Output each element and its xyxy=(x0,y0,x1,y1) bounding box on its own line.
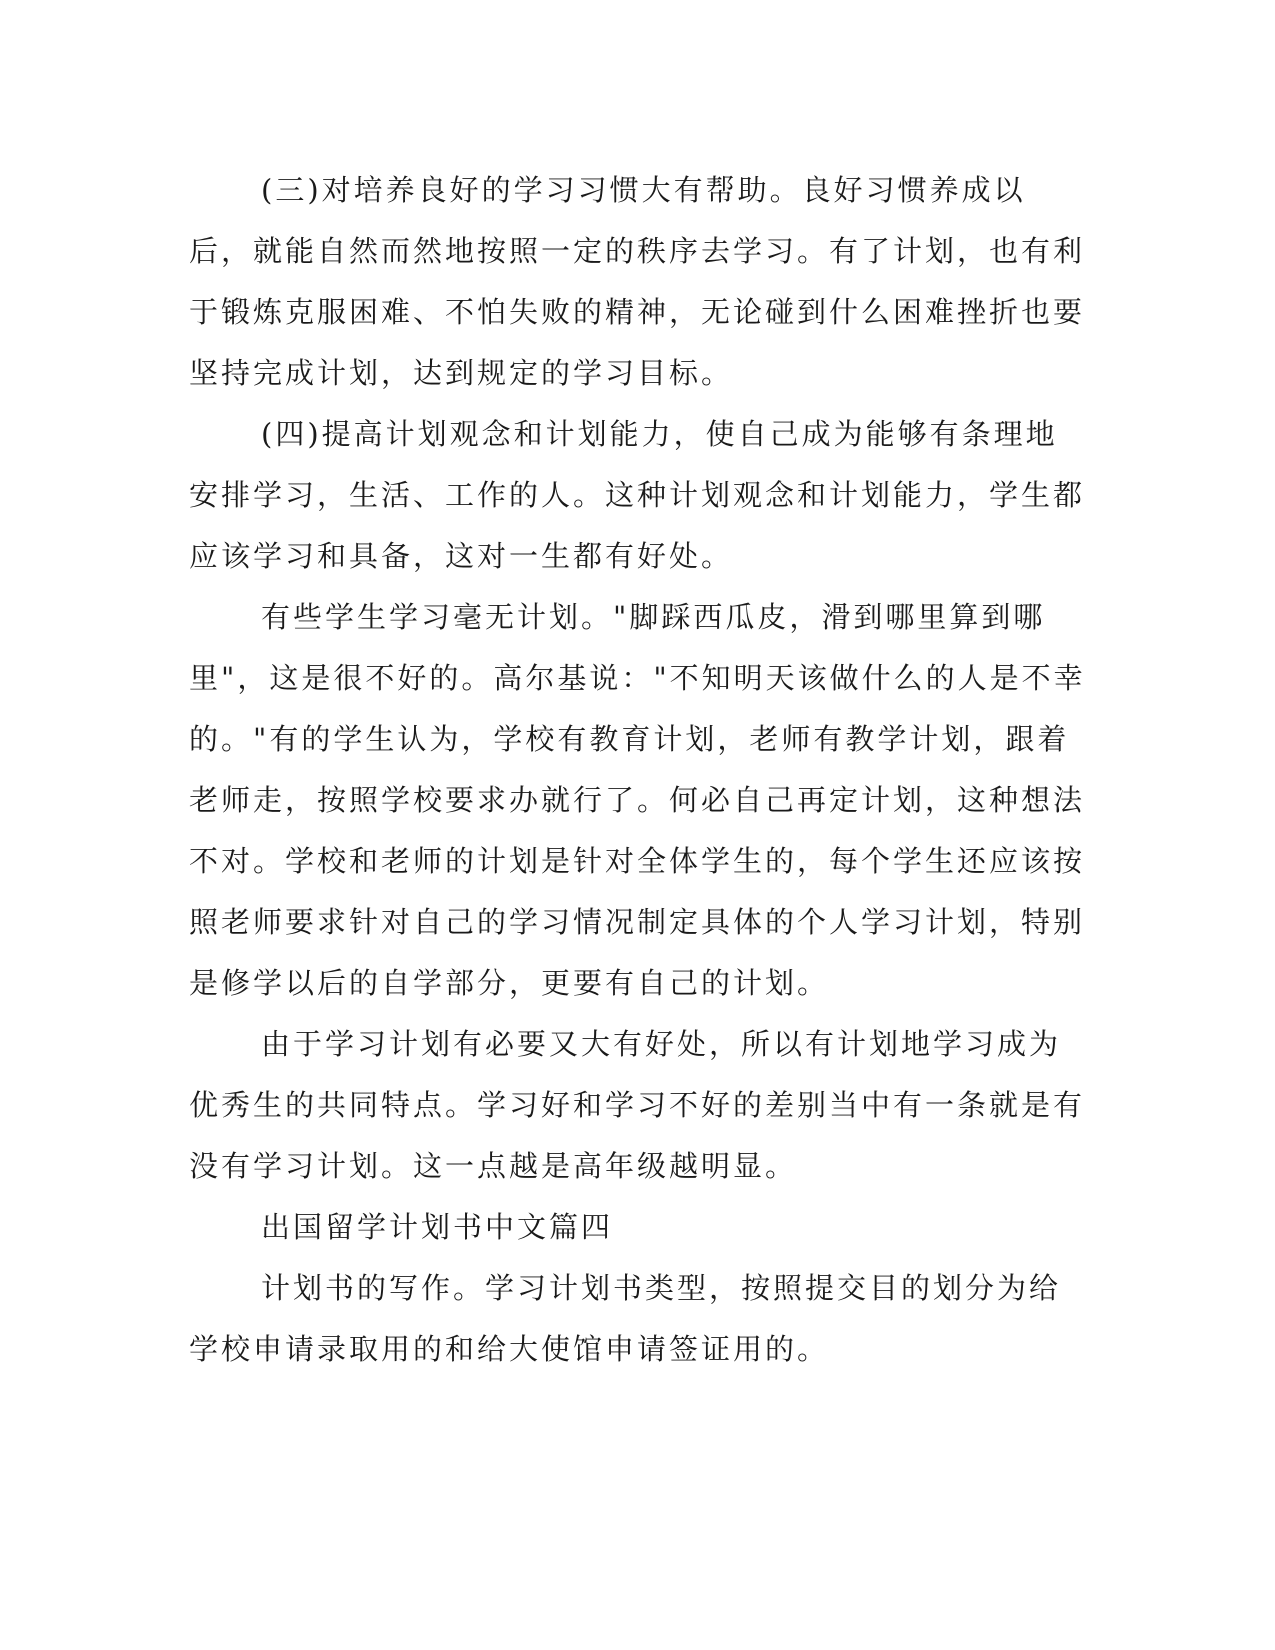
paragraph-benefits: 由于学习计划有必要又大有好处，所以有计划地学习成为优秀生的共同特点。学习好和学习不好的差别当中有一条就是有没有学习计划。这一点越是高年级越明显。 xyxy=(189,1027,1086,1183)
paragraph-no-plan: 有些学生学习毫无计划。"脚踩西瓜皮，滑到哪里算到哪里"，这是很不好的。高尔基说："不知明天该做什么的人是不幸的。"有的学生认为，学校有教育计划，老师有教学计划，跟着老师走，按照学校要求办就行了。何必自己再定计划，这种想法不对。学校和老师的计划是针对全体学生的，每个学生还应该按照老师要求针对自己的学习情况制定具体的个人学习计划，特别是修学以后的自学部分，更要有自己的计划。 xyxy=(189,600,1086,1000)
paragraph-writing: 计划书的写作。学习计划书类型，按照提交目的划分为给学校申请录取用的和给大使馆申请签证用的。 xyxy=(189,1271,1062,1366)
paragraph-3: (三)对培养良好的学习习惯大有帮助。良好习惯养成以后，就能自然而然地按照一定的秩序去学习。有了计划，也有利于锻炼克服困难、不怕失败的精神，无论碰到什么困难挫折也要坚持完成计划，达到规定的学习目标。 xyxy=(189,173,1086,390)
document-body xyxy=(189,160,1089,1380)
paragraph-4: (四)提高计划观念和计划能力，使自己成为能够有条理地安排学习，生活、工作的人。这种计划观念和计划能力，学生都应该学习和具备，这对一生都有好处。 xyxy=(189,417,1086,573)
section-heading: 出国留学计划书中文篇四 xyxy=(261,1210,614,1244)
